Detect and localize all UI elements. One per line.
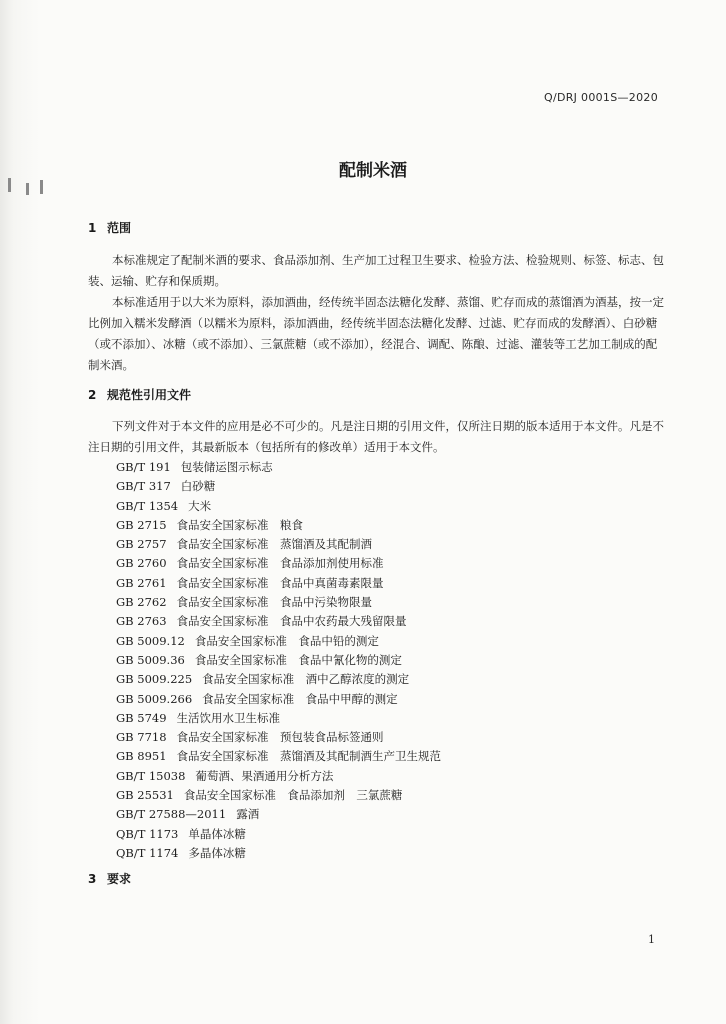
reference-item — [116, 516, 441, 535]
reference-item — [116, 786, 441, 805]
reference-item — [116, 690, 441, 709]
reference-item — [116, 747, 441, 766]
reference-code: GB 5009.225 — [116, 672, 193, 687]
reference-title: 葡萄酒、果酒通用分析方法 — [195, 768, 334, 783]
reference-item — [116, 593, 441, 612]
page-number: 1 — [648, 933, 655, 946]
reference-item — [116, 844, 441, 863]
reference-item — [116, 805, 441, 824]
reference-code: GB/T 27588—2011 — [116, 807, 227, 822]
section-heading-requirements — [88, 870, 131, 887]
section-title: 规范性引用文件 — [107, 388, 192, 402]
reference-title: 白砂糖 — [180, 479, 216, 494]
section-number: 1 — [88, 221, 97, 235]
reference-item — [116, 535, 441, 554]
reference-code: GB/T 317 — [116, 479, 171, 494]
section-title: 范围 — [107, 221, 132, 235]
reference-code: GB 7718 — [116, 730, 167, 745]
document-code: Q/DRJ 0001S—2020 — [544, 91, 658, 104]
section-heading-references — [88, 386, 191, 403]
reference-title: 食品安全国家标准 蒸馏酒及其配制酒 — [176, 537, 373, 552]
reference-code: GB 2763 — [116, 614, 167, 629]
reference-code: GB 2757 — [116, 537, 167, 552]
reference-code: GB/T 191 — [116, 460, 171, 474]
reference-item — [116, 458, 441, 477]
reference-title: 露酒 — [236, 807, 260, 822]
references-intro-paragraph: 下列文件对于本文件的应用是必不可少的。凡是注日期的引用文件，仅所注日期的版本适用于本文件。凡是不注日期的引用文件，其最新版本（包括所有的修改单）适用于本文件。 — [88, 419, 664, 454]
reference-code: GB 2715 — [116, 517, 167, 532]
reference-title: 食品安全国家标准 蒸馏酒及其配制酒生产卫生规范 — [176, 749, 442, 764]
reference-title: 食品安全国家标准 预包装食品标签通则 — [176, 730, 384, 745]
reference-item — [116, 767, 441, 786]
reference-item — [116, 632, 441, 651]
reference-title: 生活饮用水卫生标准 — [176, 710, 281, 725]
reference-title: 食品安全国家标准 食品中真菌毒素限量 — [176, 575, 384, 590]
reference-item — [116, 709, 441, 728]
page-title: 配制米酒 — [339, 161, 407, 181]
section-title: 要求 — [107, 872, 132, 886]
reference-item — [116, 670, 441, 689]
section-heading-scope — [88, 219, 131, 236]
reference-code: GB 8951 — [116, 749, 167, 764]
section-number: 2 — [88, 388, 97, 402]
reference-item — [116, 477, 441, 496]
reference-code: GB 5009.12 — [116, 633, 185, 648]
reference-code: GB 2761 — [116, 575, 167, 590]
reference-item — [116, 612, 441, 631]
reference-title: 食品安全国家标准 食品添加剂使用标准 — [176, 556, 384, 571]
reference-code: GB 5009.36 — [116, 652, 185, 667]
reference-item — [116, 825, 441, 844]
binding-mark — [40, 180, 43, 194]
reference-item — [116, 554, 441, 573]
reference-title: 食品安全国家标准 食品添加剂 三氯蔗糖 — [183, 788, 403, 803]
reference-list — [116, 458, 441, 863]
reference-code: GB 5009.266 — [116, 691, 193, 706]
reference-code: GB/T 15038 — [116, 768, 186, 783]
reference-title: 大米 — [188, 498, 212, 513]
reference-title: 单晶体冰糖 — [188, 826, 246, 841]
scope-paragraph-1: 本标准规定了配制米酒的要求、食品添加剂、生产加工过程卫生要求、检验方法、检验规则、标签、标志、包装、运输、贮存和保质期。 — [88, 253, 664, 288]
reference-title: 食品安全国家标准 食品中氰化物的测定 — [194, 652, 402, 667]
reference-item — [116, 728, 441, 747]
reference-code: GB 5749 — [116, 710, 167, 725]
reference-code: GB 25531 — [116, 788, 174, 803]
scope-paragraph-2: 本标准适用于以大米为原料，添加酒曲，经传统半固态法糖化发酵、蒸馏、贮存而成的蒸馏酒为酒基，按一定比例加入糯米发酵酒（以糯米为原料，添加酒曲，经传统半固态法糖化发酵、过滤、贮存而成的发酵酒）、白砂糖（或不添加）、冰糖（或不添加）、三氯蔗糖（或不添加），经混合、调配、陈酿、过滤、灌装等工艺加工制成的配制米酒。 — [88, 295, 664, 372]
reference-code: QB/T 1174 — [116, 845, 179, 860]
section-number: 3 — [88, 872, 97, 886]
reference-item — [116, 651, 441, 670]
reference-title: 食品安全国家标准 食品中农药最大残留限量 — [176, 614, 407, 629]
reference-code: GB 2760 — [116, 556, 167, 571]
reference-title: 食品安全国家标准 食品中铅的测定 — [194, 633, 379, 648]
reference-title: 食品安全国家标准 食品中甲醇的测定 — [202, 691, 398, 706]
binding-mark — [26, 183, 29, 195]
reference-item — [116, 497, 441, 516]
reference-code: GB 2762 — [116, 595, 167, 610]
reference-code: GB/T 1354 — [116, 498, 179, 513]
reference-title: 食品安全国家标准 粮食 — [176, 517, 304, 532]
reference-title: 食品安全国家标准 酒中乙醇浓度的测定 — [202, 672, 410, 687]
reference-title: 多晶体冰糖 — [188, 845, 246, 860]
reference-code: QB/T 1173 — [116, 826, 179, 841]
reference-title: 包装储运图示标志 — [180, 460, 273, 474]
reference-item — [116, 574, 441, 593]
reference-title: 食品安全国家标准 食品中污染物限量 — [176, 595, 373, 610]
